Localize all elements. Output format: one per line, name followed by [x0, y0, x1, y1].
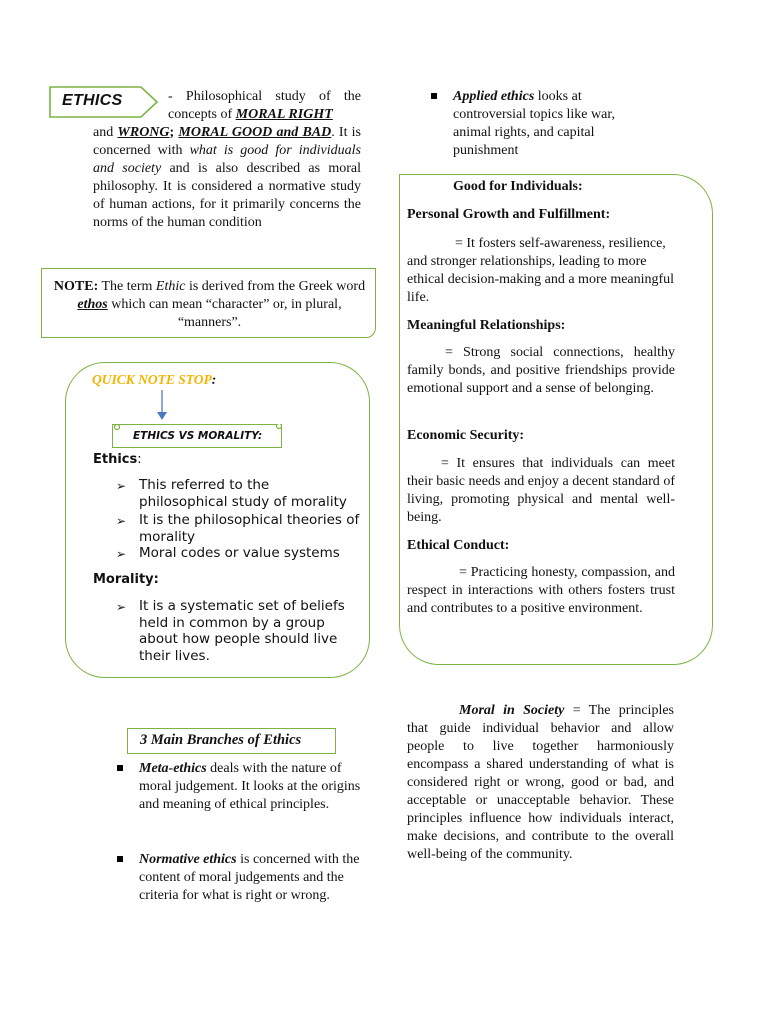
meta-ethics-item — [139, 760, 361, 814]
meta-ethics-text: deals with the nature of moral judgement. It looks at the origins and meaning of ethical principles. — [139, 761, 361, 812]
section-text: = It ensures that individuals can meet their basic needs and enjoy a decent standard of living, promoting physical and mental well-being. — [407, 456, 675, 525]
arrow-bullet-icon: ➢ — [116, 514, 127, 528]
quick-note-colon: : — [211, 372, 217, 387]
normative-ethics-item — [139, 851, 361, 905]
section-text: = Practicing honesty, compassion, and respect in interactions with others fosters trust and contributes to a positive environment. — [407, 565, 675, 616]
ethics-heading-colon: : — [137, 452, 142, 467]
moral-good-bad-term: MORAL GOOD and BAD — [178, 125, 332, 140]
applied-ethics-text: looks at controversial topics like war, animal rights, and capital punishment — [453, 89, 615, 158]
ethics-title-label — [49, 86, 159, 118]
list-item: Moral codes or value systems — [139, 545, 340, 561]
arrow-bullet-icon: ➢ — [116, 479, 127, 493]
note-ethos-term: ethos — [77, 297, 108, 312]
list-item: It is a systematic set of beliefs held in common by a group about how people should live their lives. — [139, 598, 345, 664]
intro-remaining-text: and is also described as moral philosophy. It is considered a normative study of human actions, for it primarily concerns the norms of the human condition — [93, 161, 362, 230]
note-text-part: The term — [101, 279, 153, 294]
note-text-part: is derived from the Greek word — [188, 279, 366, 294]
section-heading: Economic Security: — [407, 428, 525, 443]
moral-right-term: MORAL RIGHT — [235, 107, 333, 122]
note-text-part: which can mean “character” or, in plural, “manners”. — [111, 297, 342, 330]
moral-in-society-paragraph — [407, 702, 674, 864]
ethics-heading-text: Ethics — [93, 452, 138, 467]
section-heading: Personal Growth and Fulfillment: — [407, 207, 611, 222]
moral-in-society-term: Moral in Society — [459, 703, 565, 718]
intro-concerned-text: It is concerned with — [93, 125, 361, 158]
note-text — [52, 278, 367, 332]
good-for-individuals-title: Good for Individuals: — [453, 179, 583, 194]
note-box — [41, 268, 376, 338]
ethics-vs-morality-text: ETHICS VS MORALITY: — [133, 430, 263, 442]
meta-ethics-term: Meta-ethics — [139, 761, 207, 776]
square-bullet-icon — [431, 93, 437, 99]
ethics-vs-morality-tag — [112, 424, 282, 448]
branches-tag-text: 3 Main Branches of Ethics — [140, 732, 302, 748]
normative-ethics-text: is concerned with the content of moral judgements and the criteria for what is right or wrong. — [139, 852, 360, 903]
note-ethic-term: Ethic — [155, 279, 186, 294]
applied-ethics-item — [453, 88, 653, 160]
ethics-title-text: ETHICS — [62, 92, 123, 109]
intro-definition-rest — [93, 124, 361, 232]
list-item: This referred to the philosophical study of morality — [139, 477, 347, 510]
wrong-term: WRONG — [117, 125, 170, 140]
intro-dash-text: - Philosophical study of the concepts of — [168, 89, 361, 122]
list-item: It is the philosophical theories of morality — [139, 512, 360, 545]
intro-good-for-text: what is good for individuals and society — [93, 143, 361, 176]
applied-ethics-term: Applied ethics — [453, 89, 535, 104]
intro-and: and — [93, 125, 114, 140]
down-arrow-icon — [155, 388, 169, 422]
intro-definition-first — [168, 88, 361, 124]
section-text: = It fosters self-awareness, resilience, and stronger relationships, leading to more ethical decision-making and a more meaningful life. — [407, 236, 675, 305]
arrow-bullet-icon: ➢ — [116, 600, 127, 614]
quick-note-title — [92, 372, 216, 388]
quick-note-title-text: QUICK NOTE STOP — [92, 372, 212, 387]
section-heading: Meaningful Relationships: — [407, 318, 566, 333]
intro-semicolon: ; — [169, 125, 175, 140]
morality-heading: Morality: — [93, 572, 159, 587]
arrow-bullet-icon: ➢ — [116, 547, 127, 561]
branches-tag — [127, 728, 336, 754]
note-label: NOTE: — [53, 279, 99, 294]
normative-ethics-term: Normative ethics — [139, 852, 237, 867]
intro-period: . — [331, 125, 335, 140]
ethics-heading — [93, 452, 142, 467]
moral-in-society-text: = The principles that guide individual behavior and allow people to live together harmoniously encompass a shared understanding of what is considered right or wrong, good or bad, and acceptable or unacceptable behavior. These principles influence how individuals interact, make decisions, and contribute to the overall well-being of the community. — [407, 703, 674, 862]
section-text: = Strong social connections, healthy family bonds, and positive friendships provide emotional support and a sense of belonging. — [407, 345, 675, 396]
square-bullet-icon — [117, 856, 123, 862]
square-bullet-icon — [117, 765, 123, 771]
section-heading: Ethical Conduct: — [407, 538, 510, 553]
